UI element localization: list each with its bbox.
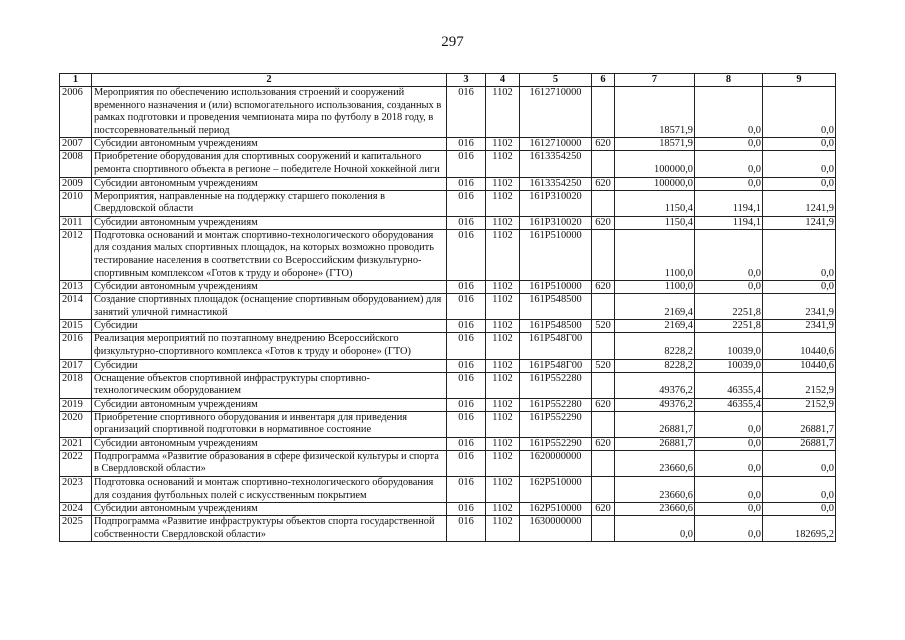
ministry-code: 016 [447, 516, 486, 542]
row-number: 2007 [60, 138, 92, 151]
row-description: Подготовка оснований и монтаж спортивно-технологического оборудования для создания малых спортивных площадок, на которых возможно проводить тестирование населения в соответствии со Всероссийским физкультурно-спортивным комплексом «Готов к труду и обороне» (ГТО) [92, 229, 447, 280]
amount-year-1: 23660,6 [615, 477, 695, 503]
target-article-code: 1612710000 [520, 87, 592, 138]
amount-year-1: 100000,0 [615, 151, 695, 177]
amount-year-1: 1150,4 [615, 190, 695, 216]
expense-type-code: 620 [592, 398, 615, 411]
amount-year-2: 0,0 [695, 477, 763, 503]
expense-type-code [592, 151, 615, 177]
amount-year-2: 1194,1 [695, 216, 763, 229]
target-article-code: 1620000000 [520, 450, 592, 476]
target-article-code: 161P548500 [520, 320, 592, 333]
row-number: 2024 [60, 503, 92, 516]
expense-type-code: 620 [592, 216, 615, 229]
amount-year-2: 10039,0 [695, 333, 763, 359]
ministry-code: 016 [447, 437, 486, 450]
table-row [60, 333, 836, 359]
table-row [60, 450, 836, 476]
ministry-code: 016 [447, 450, 486, 476]
row-description: Субсидии [92, 320, 447, 333]
target-article-code: 1613354250 [520, 151, 592, 177]
row-number: 2014 [60, 294, 92, 320]
ministry-code: 016 [447, 294, 486, 320]
amount-year-1: 18571,9 [615, 138, 695, 151]
ministry-code: 016 [447, 281, 486, 294]
section-code: 1102 [486, 177, 520, 190]
row-description: Субсидии автономным учреждениям [92, 281, 447, 294]
expense-type-code: 620 [592, 177, 615, 190]
amount-year-3: 0,0 [763, 87, 836, 138]
target-article-code: 161P552290 [520, 411, 592, 437]
column-header: 1 [60, 74, 92, 87]
ministry-code: 016 [447, 87, 486, 138]
amount-year-3: 0,0 [763, 151, 836, 177]
amount-year-2: 46355,4 [695, 372, 763, 398]
ministry-code: 016 [447, 177, 486, 190]
amount-year-2: 0,0 [695, 87, 763, 138]
amount-year-3: 0,0 [763, 177, 836, 190]
target-article-code: 162P510000 [520, 477, 592, 503]
table-row [60, 190, 836, 216]
expense-type-code [592, 294, 615, 320]
section-code: 1102 [486, 411, 520, 437]
amount-year-1: 18571,9 [615, 87, 695, 138]
target-article-code: 161P548Г00 [520, 359, 592, 372]
amount-year-3: 0,0 [763, 477, 836, 503]
amount-year-2: 46355,4 [695, 398, 763, 411]
ministry-code: 016 [447, 138, 486, 151]
amount-year-3: 2152,9 [763, 372, 836, 398]
amount-year-3: 10440,6 [763, 359, 836, 372]
column-header: 8 [695, 74, 763, 87]
amount-year-1: 100000,0 [615, 177, 695, 190]
amount-year-3: 0,0 [763, 503, 836, 516]
section-code: 1102 [486, 477, 520, 503]
page-number: 297 [441, 34, 464, 50]
table-row [60, 411, 836, 437]
expense-type-code: 520 [592, 320, 615, 333]
amount-year-3: 0,0 [763, 138, 836, 151]
table-body [60, 87, 836, 542]
amount-year-2: 1194,1 [695, 190, 763, 216]
section-code: 1102 [486, 151, 520, 177]
section-code: 1102 [486, 503, 520, 516]
section-code: 1102 [486, 190, 520, 216]
table-row [60, 151, 836, 177]
ministry-code: 016 [447, 359, 486, 372]
amount-year-1: 49376,2 [615, 372, 695, 398]
section-code: 1102 [486, 229, 520, 280]
table-row [60, 398, 836, 411]
amount-year-3: 1241,9 [763, 216, 836, 229]
amount-year-2: 0,0 [695, 151, 763, 177]
row-number: 2009 [60, 177, 92, 190]
target-article-code: 161P548Г00 [520, 333, 592, 359]
table-row [60, 320, 836, 333]
target-article-code: 161P310020 [520, 216, 592, 229]
section-code: 1102 [486, 138, 520, 151]
column-header: 6 [592, 74, 615, 87]
row-description: Субсидии автономным учреждениям [92, 437, 447, 450]
amount-year-1: 2169,4 [615, 320, 695, 333]
amount-year-1: 49376,2 [615, 398, 695, 411]
amount-year-3: 0,0 [763, 281, 836, 294]
row-number: 2019 [60, 398, 92, 411]
amount-year-3: 182695,2 [763, 516, 836, 542]
amount-year-3: 0,0 [763, 229, 836, 280]
amount-year-2: 0,0 [695, 411, 763, 437]
section-code: 1102 [486, 398, 520, 411]
expense-type-code [592, 411, 615, 437]
expense-type-code [592, 450, 615, 476]
row-number: 2011 [60, 216, 92, 229]
section-code: 1102 [486, 333, 520, 359]
amount-year-2: 0,0 [695, 229, 763, 280]
table-row [60, 372, 836, 398]
row-number: 2025 [60, 516, 92, 542]
row-number: 2018 [60, 372, 92, 398]
table-row [60, 359, 836, 372]
amount-year-1: 8228,2 [615, 333, 695, 359]
target-article-code: 161P510000 [520, 281, 592, 294]
table-row [60, 87, 836, 138]
row-number: 2010 [60, 190, 92, 216]
table-row [60, 294, 836, 320]
target-article-code: 161P552280 [520, 372, 592, 398]
amount-year-2: 0,0 [695, 281, 763, 294]
column-header: 5 [520, 74, 592, 87]
amount-year-1: 23660,6 [615, 450, 695, 476]
expense-type-code [592, 333, 615, 359]
expense-type-code [592, 477, 615, 503]
section-code: 1102 [486, 281, 520, 294]
ministry-code: 016 [447, 411, 486, 437]
row-description: Подпрограмма «Развитие образования в сфере физической культуры и спорта в Свердловской области» [92, 450, 447, 476]
expense-type-code: 620 [592, 138, 615, 151]
amount-year-2: 10039,0 [695, 359, 763, 372]
row-description: Субсидии автономным учреждениям [92, 216, 447, 229]
column-header: 3 [447, 74, 486, 87]
ministry-code: 016 [447, 216, 486, 229]
table-row [60, 281, 836, 294]
amount-year-3: 2341,9 [763, 320, 836, 333]
row-description: Субсидии автономным учреждениям [92, 398, 447, 411]
target-article-code: 1613354250 [520, 177, 592, 190]
amount-year-3: 2152,9 [763, 398, 836, 411]
row-number: 2013 [60, 281, 92, 294]
ministry-code: 016 [447, 151, 486, 177]
section-code: 1102 [486, 437, 520, 450]
amount-year-1: 1150,4 [615, 216, 695, 229]
row-number: 2015 [60, 320, 92, 333]
ministry-code: 016 [447, 229, 486, 280]
table-row [60, 138, 836, 151]
ministry-code: 016 [447, 372, 486, 398]
amount-year-1: 26881,7 [615, 411, 695, 437]
ministry-code: 016 [447, 333, 486, 359]
section-code: 1102 [486, 450, 520, 476]
amount-year-3: 10440,6 [763, 333, 836, 359]
column-header: 9 [763, 74, 836, 87]
table-row [60, 437, 836, 450]
section-code: 1102 [486, 372, 520, 398]
ministry-code: 016 [447, 477, 486, 503]
row-description: Подготовка оснований и монтаж спортивно-технологического оборудования для создания футбольных полей с искусственным покрытием [92, 477, 447, 503]
amount-year-2: 0,0 [695, 437, 763, 450]
table-row [60, 216, 836, 229]
amount-year-2: 2251,8 [695, 320, 763, 333]
column-header: 7 [615, 74, 695, 87]
amount-year-1: 1100,0 [615, 229, 695, 280]
table-row [60, 477, 836, 503]
ministry-code: 016 [447, 190, 486, 216]
row-number: 2008 [60, 151, 92, 177]
table-row [60, 503, 836, 516]
amount-year-2: 0,0 [695, 503, 763, 516]
row-description: Субсидии автономным учреждениям [92, 177, 447, 190]
expense-type-code: 620 [592, 281, 615, 294]
row-description: Создание спортивных площадок (оснащение спортивным оборудованием) для занятий уличной гимнастикой [92, 294, 447, 320]
row-description: Субсидии автономным учреждениям [92, 138, 447, 151]
row-number: 2023 [60, 477, 92, 503]
row-description: Оснащение объектов спортивной инфраструктуры спортивно-технологическим оборудованием [92, 372, 447, 398]
section-code: 1102 [486, 516, 520, 542]
table-row [60, 516, 836, 542]
amount-year-3: 1241,9 [763, 190, 836, 216]
target-article-code: 1612710000 [520, 138, 592, 151]
row-number: 2006 [60, 87, 92, 138]
target-article-code: 161P310020 [520, 190, 592, 216]
row-number: 2012 [60, 229, 92, 280]
column-header: 4 [486, 74, 520, 87]
target-article-code: 161P510000 [520, 229, 592, 280]
amount-year-1: 23660,6 [615, 503, 695, 516]
amount-year-1: 1100,0 [615, 281, 695, 294]
row-description: Приобретение спортивного оборудования и инвентаря для приведения организаций спортивной подготовки в нормативное состояние [92, 411, 447, 437]
budget-table [59, 73, 836, 542]
row-number: 2017 [60, 359, 92, 372]
expense-type-code [592, 516, 615, 542]
section-code: 1102 [486, 359, 520, 372]
amount-year-1: 2169,4 [615, 294, 695, 320]
amount-year-2: 0,0 [695, 516, 763, 542]
row-number: 2021 [60, 437, 92, 450]
row-number: 2022 [60, 450, 92, 476]
target-article-code: 1630000000 [520, 516, 592, 542]
amount-year-1: 8228,2 [615, 359, 695, 372]
table-row [60, 177, 836, 190]
amount-year-3: 26881,7 [763, 411, 836, 437]
amount-year-1: 0,0 [615, 516, 695, 542]
section-code: 1102 [486, 87, 520, 138]
ministry-code: 016 [447, 398, 486, 411]
row-description: Подпрограмма «Развитие инфраструктуры объектов спорта государственной собственности Свердловской области» [92, 516, 447, 542]
amount-year-3: 2341,9 [763, 294, 836, 320]
row-number: 2020 [60, 411, 92, 437]
column-header: 2 [92, 74, 447, 87]
row-description: Субсидии [92, 359, 447, 372]
target-article-code: 161P552280 [520, 398, 592, 411]
header-row [60, 74, 836, 87]
target-article-code: 161P548500 [520, 294, 592, 320]
expense-type-code [592, 229, 615, 280]
amount-year-3: 0,0 [763, 450, 836, 476]
amount-year-1: 26881,7 [615, 437, 695, 450]
expense-type-code [592, 87, 615, 138]
row-description: Реализация мероприятий по поэтапному внедрению Всероссийского физкультурно-спортивного комплекса «Готов к труду и обороне» (ГТО) [92, 333, 447, 359]
section-code: 1102 [486, 216, 520, 229]
amount-year-3: 26881,7 [763, 437, 836, 450]
row-description: Мероприятия по обеспечению использования строений и сооружений временного назначения и (или) вспомогательного использования, созданных в рамках подготовки и проведения чемпионата мира по футболу в 2018 году, в постсоревновательный период [92, 87, 447, 138]
expense-type-code [592, 190, 615, 216]
row-description: Приобретение оборудования для спортивных сооружений и капитального ремонта спортивного объекта в регионе – победителе Ночной хоккейной лиги [92, 151, 447, 177]
target-article-code: 162P510000 [520, 503, 592, 516]
section-code: 1102 [486, 294, 520, 320]
ministry-code: 016 [447, 503, 486, 516]
expense-type-code: 620 [592, 437, 615, 450]
row-number: 2016 [60, 333, 92, 359]
expense-type-code: 520 [592, 359, 615, 372]
row-description: Мероприятия, направленные на поддержку старшего поколения в Свердловской области [92, 190, 447, 216]
amount-year-2: 0,0 [695, 177, 763, 190]
expense-type-code: 620 [592, 503, 615, 516]
target-article-code: 161P552290 [520, 437, 592, 450]
amount-year-2: 2251,8 [695, 294, 763, 320]
amount-year-2: 0,0 [695, 138, 763, 151]
expense-type-code [592, 372, 615, 398]
section-code: 1102 [486, 320, 520, 333]
row-description: Субсидии автономным учреждениям [92, 503, 447, 516]
table-row [60, 229, 836, 280]
amount-year-2: 0,0 [695, 450, 763, 476]
ministry-code: 016 [447, 320, 486, 333]
